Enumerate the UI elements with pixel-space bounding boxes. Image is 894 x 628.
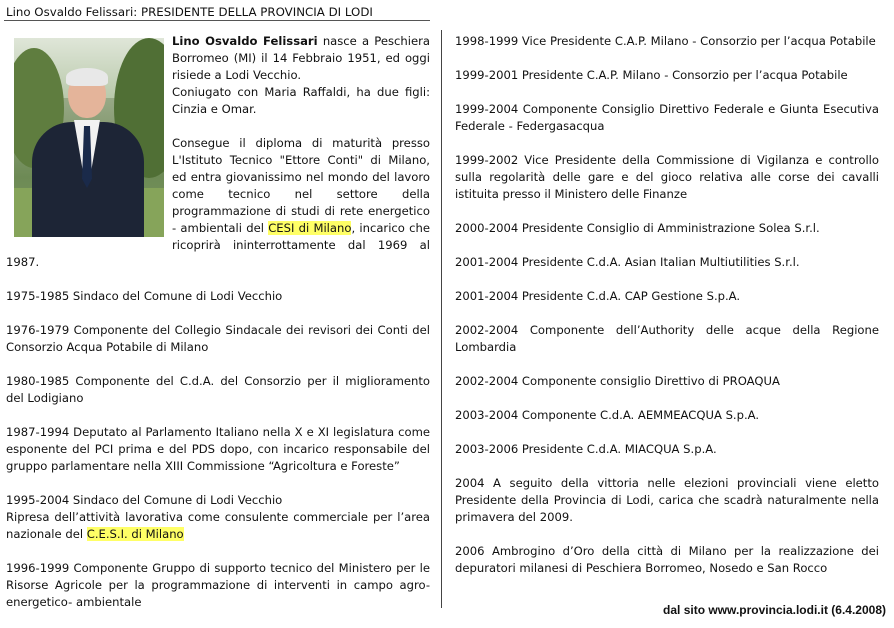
entry-1995 — [6, 492, 430, 543]
entry-1987: 1987-1994 Deputato al Parlamento Italiano nella X e XI legislatura come esponente del PCI prima e del PDS dopo, con incarico responsabile del gruppo parlamentare nella XIII Commissione “Agricoltura e Foreste” — [6, 425, 430, 473]
entry-2002-authority: 2002-2004 Componente dell’Authority delle acque della Regione Lombardia — [455, 323, 879, 354]
source-credit: dal sito www.provincia.lodi.it (6.4.2008) — [663, 603, 886, 617]
entry-1999-federgasacqua: 1999-2004 Componente Consiglio Direttivo Federale e Giunta Esecutiva Federale - Federgasacqua — [455, 102, 879, 133]
entry-2001-asian: 2001-2004 Presidente C.d.A. Asian Italian Multiutilities S.r.l. — [455, 255, 800, 269]
entry-1998: 1998-1999 Vice Presidente C.A.P. Milano - Consorzio per l’acqua Potabile — [455, 34, 876, 48]
entry-2003-miacqua: 2003-2006 Presidente C.d.A. MIACQUA S.p.A. — [455, 442, 717, 456]
entry-1999-vigilanza: 1999-2002 Vice Presidente della Commissione di Vigilanza e controllo sulla regolarità delle gare e del gioco relativa alle corse dei cavalli istituita presso il Ministero delle Finanze — [455, 153, 879, 201]
entry-2000-solea: 2000-2004 Presidente Consiglio di Amministrazione Solea S.r.l. — [455, 221, 820, 235]
highlight-cesi-2: C.E.S.I. di Milano — [86, 527, 184, 541]
entry-2001-cap: 2001-2004 Presidente C.d.A. CAP Gestione S.p.A. — [455, 289, 741, 303]
person-name: Lino Osvaldo Felissari — [172, 34, 318, 48]
entry-1996: 1996-1999 Componente Gruppo di supporto tecnico del Ministero per le Risorse Agricole per la programmazione di interventi in campo agro-energetico- ambientale — [6, 561, 430, 609]
entry-1976: 1976-1979 Componente del Collegio Sindacale dei revisori dei Conti del Consorzio Acqua Potabile di Milano — [6, 323, 430, 354]
portrait-photo — [14, 38, 164, 237]
intro-career-text-end: , incarico che ricoprirà ininterrottamente dal 1969 al 1987. — [6, 221, 430, 269]
entry-1980: 1980-1985 Componente del C.d.A. del Consorzio per il miglioramento del Lodigiano — [6, 374, 430, 405]
entry-1995-line1: 1995-2004 Sindaco del Comune di Lodi Vecchio — [6, 493, 283, 507]
entry-2004-presidente: 2004 A seguito della vittoria nelle elezioni provinciali viene eletto Presidente della Provincia di Lodi, carica che scadrà naturalmente nella primavera del 2009. — [455, 476, 879, 524]
page-title: Lino Osvaldo Felissari: PRESIDENTE DELLA PROVINCIA DI LODI — [6, 5, 373, 19]
intro-career-text: Consegue il diploma di maturità presso L'Istituto Tecnico "Ettore Conti" di Milano, ed entra giovanissimo nel mondo del lavoro come tecnico nel settore della programmazione di studi di rete energetico - ambientali del — [172, 136, 430, 235]
left-column — [6, 33, 430, 628]
entry-2002-proaqua: 2002-2004 Componente consiglio Direttivo di PROAQUA — [455, 374, 780, 388]
right-column — [455, 33, 879, 594]
entry-1999-cap: 1999-2001 Presidente C.A.P. Milano - Consorzio per l’acqua Potabile — [455, 68, 848, 82]
intro-birth-text: nasce a Peschiera Borromeo (MI) il 14 Febbraio 1951, ed oggi risiede a Lodi Vecchio. — [172, 34, 431, 82]
column-divider — [441, 30, 442, 608]
entry-2006-ambrogino: 2006 Ambrogino d’Oro della città di Milano per la realizzazione dei depuratori milanesi di Peschiera Borromeo, Nosedo e San Rocco — [455, 544, 879, 575]
entry-1975: 1975-1985 Sindaco del Comune di Lodi Vecchio — [6, 289, 283, 303]
intro-family: Coniugato con Maria Raffaldi, ha due figli: Cinzia e Omar. — [172, 85, 430, 116]
entry-2003-aemmeacqua: 2003-2004 Componente C.d.A. AEMMEACQUA S.p.A. — [455, 408, 760, 422]
title-underline — [4, 20, 430, 21]
highlight-cesi: CESI di Milano — [268, 221, 352, 235]
entry-1995-line2: Ripresa dell’attività lavorativa come consulente commerciale per l’area nazionale del — [6, 510, 430, 541]
